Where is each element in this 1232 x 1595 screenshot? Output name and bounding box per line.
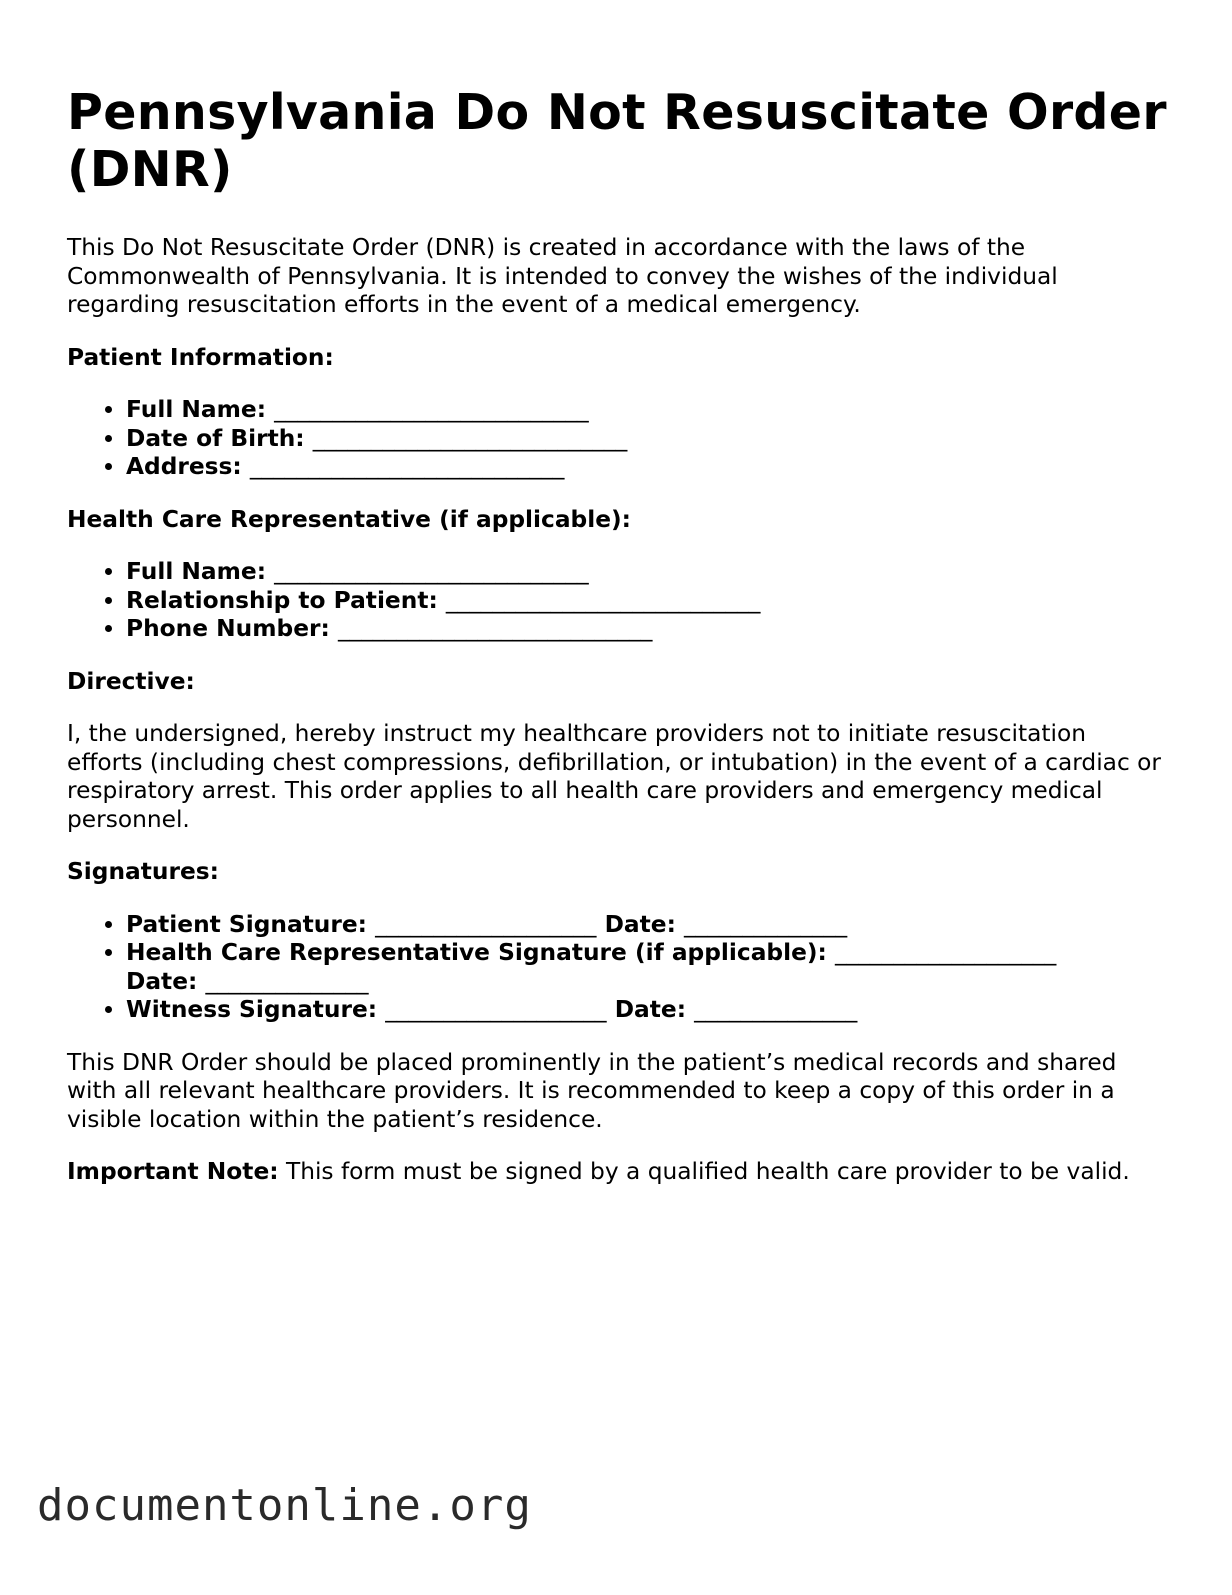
patient-dob-blank[interactable]: ___________________________ [312, 424, 628, 452]
rep-signature-blank[interactable]: ___________________ [834, 939, 1057, 966]
rep-relationship-item [126, 587, 1167, 616]
rep-signature-date-blank[interactable]: ______________ [205, 967, 369, 995]
patient-full-name-label: Full Name: [126, 396, 267, 423]
rep-relationship-blank[interactable]: ___________________________ [445, 586, 761, 614]
document-title: Pennsylvania Do Not Resuscitate Order (DNR) [67, 84, 1167, 198]
patient-signature-date-blank[interactable]: ______________ [684, 910, 848, 938]
rep-signature-item [126, 939, 1167, 996]
rep-phone-label: Phone Number: [126, 615, 330, 642]
important-note-text: This form must be signed by a qualified health care provider to be valid. [285, 1158, 1130, 1185]
rep-full-name-item [126, 558, 1167, 587]
patient-dob-item [126, 425, 1167, 454]
representative-list [67, 558, 1167, 644]
rep-phone-blank[interactable]: ___________________________ [337, 615, 653, 642]
patient-full-name-item [126, 396, 1167, 425]
patient-address-item [126, 453, 1167, 482]
rep-signature-label: Health Care Representative Signature (if applicable): [126, 939, 827, 966]
directive-text: I, the undersigned, hereby instruct my healthcare providers not to initiate resuscitation efforts (including chest compressions, defibrillation, or intubation) in the event of a cardiac or respiratory arrest. This order applies to all health care providers and emergency medical personnel. [67, 720, 1161, 833]
important-note-label: Important Note: [67, 1158, 279, 1185]
witness-signature-date-label: Date: [614, 996, 687, 1023]
patient-signature-label: Patient Signature: [126, 910, 367, 938]
rep-relationship-label: Relationship to Patient: [126, 586, 438, 614]
important-note [67, 1158, 1167, 1187]
intro-paragraph: This Do Not Resuscitate Order (DNR) is created in accordance with the laws of the Commonwealth of Pennsylvania. It is intended to convey the wishes of the individual regarding resuscitation efforts in the event of a medical emergency. [67, 234, 1058, 318]
witness-signature-blank[interactable]: ___________________ [385, 996, 607, 1023]
witness-signature-date-blank[interactable]: ______________ [694, 996, 858, 1023]
directive-heading: Directive: [67, 667, 195, 695]
placement-note: This DNR Order should be placed prominently in the patient’s medical records and shared with all relevant healthcare providers. It is recommended to keep a copy of this order in a visible location within the patient’s residence. [67, 1048, 1117, 1133]
patient-dob-label: Date of Birth: [126, 424, 305, 452]
rep-phone-item [126, 615, 1167, 644]
patient-full-name-blank[interactable]: ___________________________ [274, 396, 589, 423]
patient-signature-date-label: Date: [604, 910, 676, 938]
witness-signature-item [126, 996, 1167, 1025]
rep-full-name-blank[interactable]: ___________________________ [274, 558, 589, 585]
witness-signature-label: Witness Signature: [126, 996, 378, 1023]
patient-info-list [67, 396, 1167, 482]
rep-signature-date-label: Date: [126, 967, 198, 995]
patient-info-heading: Patient Information: [67, 343, 334, 371]
patient-signature-item [126, 911, 1167, 940]
patient-address-blank[interactable]: ___________________________ [249, 453, 565, 480]
signatures-heading: Signatures: [67, 858, 219, 885]
representative-heading: Health Care Representative (if applicable): [67, 505, 631, 533]
signatures-list [67, 911, 1167, 1025]
watermark-text: documentonline.org [37, 1480, 532, 1531]
document-page [67, 84, 1167, 1211]
patient-address-label: Address: [126, 453, 242, 480]
rep-full-name-label: Full Name: [126, 558, 267, 585]
patient-signature-blank[interactable]: ___________________ [375, 910, 597, 938]
